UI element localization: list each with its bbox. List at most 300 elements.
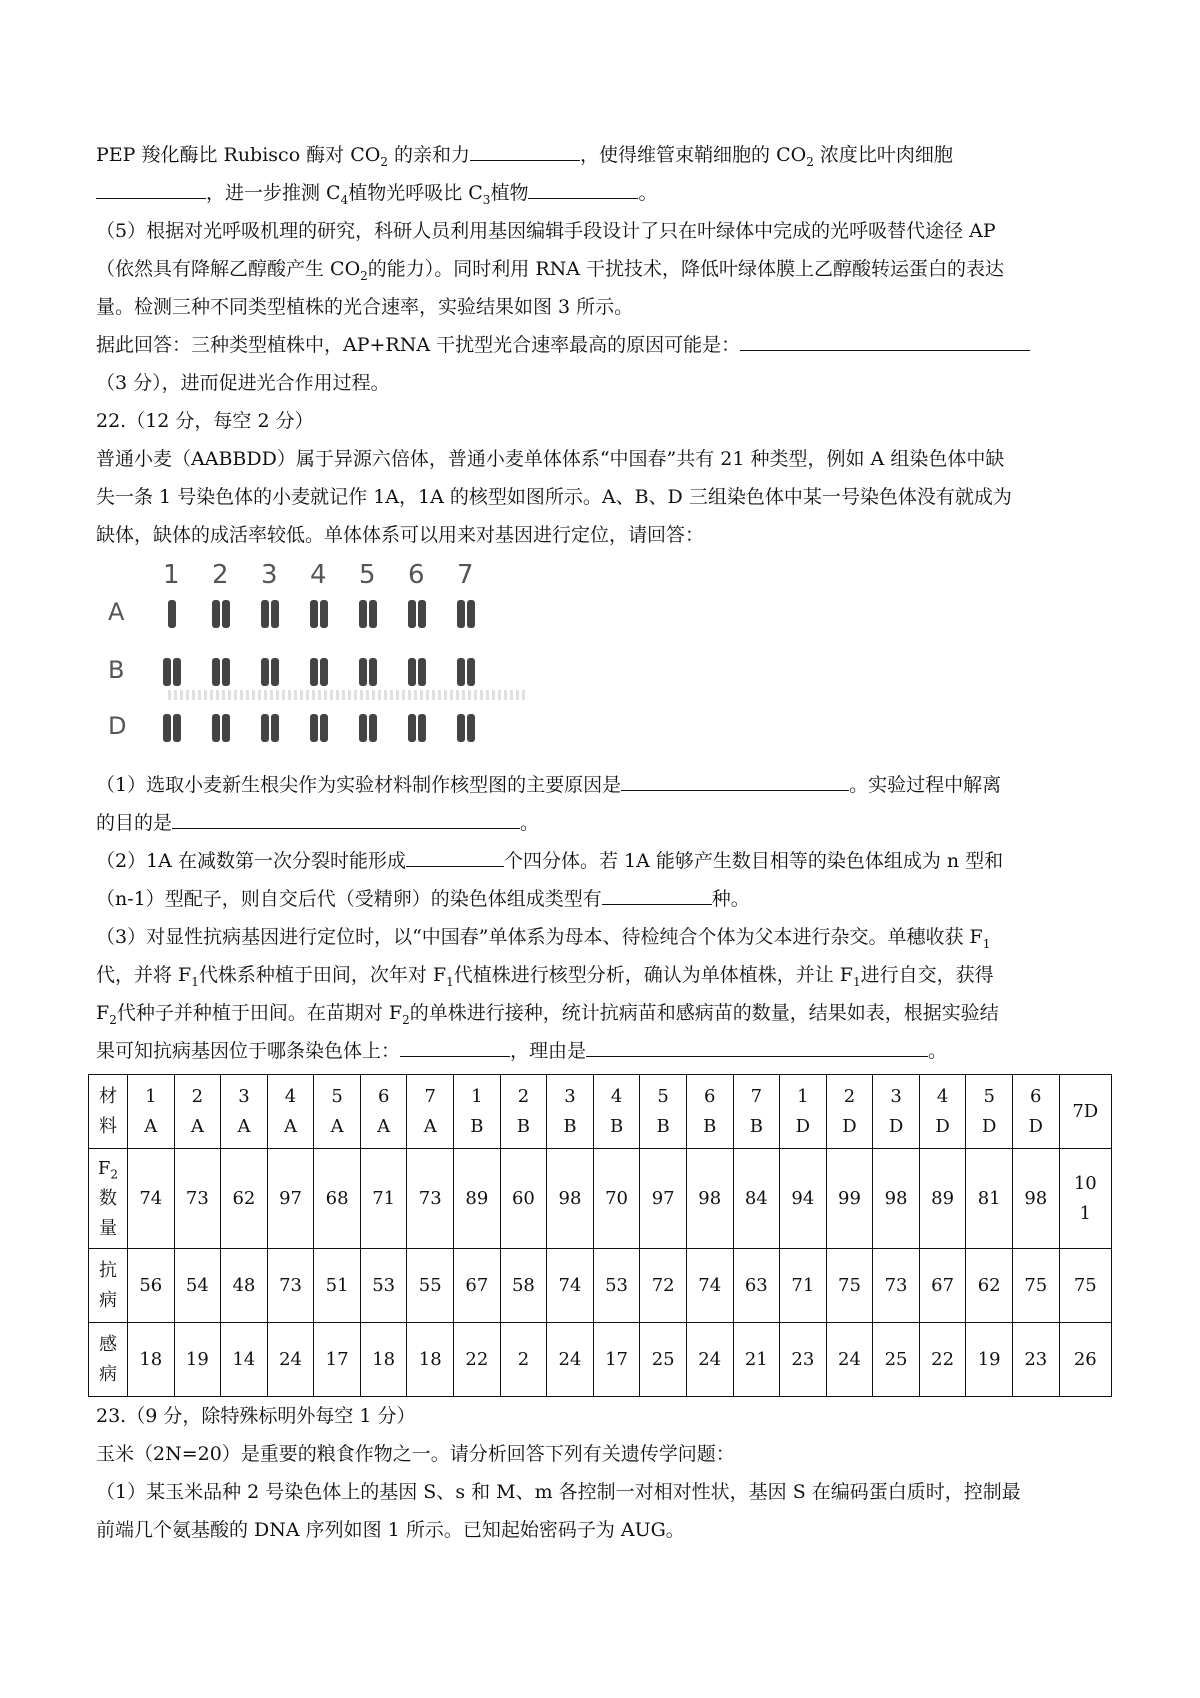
cell-text: 98 xyxy=(884,1187,908,1209)
cell-text: 73 xyxy=(884,1274,908,1296)
chromosome-pair xyxy=(357,600,379,628)
material-cell xyxy=(593,1075,640,1149)
genome-row-label: A xyxy=(108,598,125,626)
q23-1-line2: 前端几个氨基酸的 DNA 序列如图 1 所示。已知起始密码子为 AUG。 xyxy=(96,1519,685,1541)
f2-count-cell xyxy=(547,1149,594,1249)
cell-text: 74 xyxy=(558,1274,582,1296)
q22-intro-3: 缺体，缺体的成活率较低。单体体系可以用来对基因进行定位，请回答： xyxy=(96,524,705,546)
f2-count-cell xyxy=(780,1149,827,1249)
subscript: 1 xyxy=(446,974,454,989)
susceptible-cell xyxy=(221,1323,268,1397)
cell-text: D xyxy=(795,1115,811,1137)
cell-text: 18 xyxy=(139,1348,163,1370)
cell-text: 3 xyxy=(564,1085,576,1107)
f2-count-cell xyxy=(733,1149,780,1249)
chromosome-pair xyxy=(308,600,330,628)
subscript: 2 xyxy=(380,154,388,169)
f2-count-cell xyxy=(314,1149,361,1249)
cell-text: 23 xyxy=(791,1348,815,1370)
resistant-cell xyxy=(1059,1249,1111,1323)
text: PEP 羧化酶比 Rubisco 酶对 CO xyxy=(96,144,381,166)
f2-count-cell xyxy=(174,1149,221,1249)
f2-count-cell xyxy=(593,1149,640,1249)
cell-text: 98 xyxy=(558,1187,582,1209)
cell-text: D xyxy=(842,1115,857,1137)
chromosome-pair xyxy=(357,658,379,686)
resistant-cell xyxy=(221,1249,268,1323)
cell-text: 19 xyxy=(185,1348,209,1370)
cell-text: 18 xyxy=(372,1348,396,1370)
cell-text: 19 xyxy=(977,1348,1001,1370)
chromosome-pair xyxy=(455,600,477,628)
cell-text: D xyxy=(935,1115,950,1137)
text: 代植株进行核型分析，确认为单体植株，并让 F xyxy=(453,964,853,986)
material-cell xyxy=(500,1075,547,1149)
chromosome-number: 2 xyxy=(212,560,229,590)
subscript: 2 xyxy=(110,1167,119,1182)
q23-intro: 玉米（2N=20）是重要的粮食作物之一。请分析回答下列有关遗传学问题： xyxy=(96,1443,735,1465)
f2-count-cell xyxy=(454,1149,501,1249)
chromosome-pair xyxy=(406,600,428,628)
row-header-text: 抗 xyxy=(99,1259,117,1281)
text: （3）对显性抗病基因进行定位时，以“中国春”单体系为母本、待检纯合个体为父本进行杂交。单穗收获 F xyxy=(96,926,983,948)
cell-text: 89 xyxy=(931,1187,955,1209)
material-cell xyxy=(128,1075,175,1149)
chromosome-pair xyxy=(161,600,183,628)
resistant-cell xyxy=(686,1249,733,1323)
susceptible-cell xyxy=(593,1323,640,1397)
resistant-cell xyxy=(733,1249,780,1323)
cell-text: A xyxy=(144,1115,158,1137)
answer-blank[interactable] xyxy=(406,844,504,867)
q22-1-line1 xyxy=(96,766,1108,804)
cell-text: 94 xyxy=(791,1187,815,1209)
susceptible-cell xyxy=(966,1323,1013,1397)
material-cell xyxy=(873,1075,920,1149)
f2-count-cell xyxy=(500,1149,547,1249)
cell-text: 1 xyxy=(1079,1202,1091,1224)
chromosome-pair xyxy=(210,600,232,628)
cell-text: 5 xyxy=(657,1085,669,1107)
answer-blank[interactable] xyxy=(602,882,712,905)
material-cell xyxy=(174,1075,221,1149)
susceptible-cell xyxy=(1012,1323,1059,1397)
text: 。 xyxy=(520,812,540,834)
cell-text: 21 xyxy=(744,1348,768,1370)
cell-text: A xyxy=(190,1115,204,1137)
cell-text: 22 xyxy=(931,1348,955,1370)
chromosome-pair xyxy=(357,714,379,742)
f2-count-cell xyxy=(919,1149,966,1249)
text: （依然具有降解乙醇酸产生 CO xyxy=(96,258,361,280)
q22-2-line2 xyxy=(96,880,1108,918)
q22-3-line4 xyxy=(96,1032,1108,1070)
q21-5-line5: （3 分），进而促进光合作用过程。 xyxy=(96,372,390,394)
table-row xyxy=(89,1149,1112,1249)
answer-blank[interactable] xyxy=(740,328,1030,351)
cell-text: 74 xyxy=(139,1187,163,1209)
text: 种。 xyxy=(711,888,750,910)
text: 的能力）。同时利用 RNA 干扰技术，降低叶绿体膜上乙醇酸转运蛋白的表达 xyxy=(367,258,1005,280)
cell-text: 75 xyxy=(1073,1274,1097,1296)
cell-text: 89 xyxy=(465,1187,489,1209)
cell-text: D xyxy=(1028,1115,1043,1137)
f2-count-cell xyxy=(1059,1149,1111,1249)
chromosome-number: 7 xyxy=(457,560,474,590)
cell-text: 97 xyxy=(651,1187,675,1209)
answer-blank[interactable] xyxy=(586,1034,928,1057)
text: 。 xyxy=(638,182,658,204)
chromosome-pair xyxy=(259,714,281,742)
text: （2）1A 在减数第一次分裂时能形成 xyxy=(96,850,406,872)
cell-text: D xyxy=(888,1115,904,1137)
row-header-text: 病 xyxy=(99,1363,117,1385)
text: （1）选取小麦新生根尖作为实验材料制作核型图的主要原因是 xyxy=(96,774,622,796)
cell-text: 73 xyxy=(185,1187,209,1209)
f2-count-cell xyxy=(686,1149,733,1249)
figure-noise xyxy=(168,690,528,700)
cell-text: 4 xyxy=(610,1085,623,1107)
cell-text: 10 xyxy=(1073,1172,1097,1194)
susceptible-cell xyxy=(267,1323,314,1397)
susceptible-cell xyxy=(174,1323,221,1397)
chromosome-number: 3 xyxy=(261,560,278,590)
q22-3-line2 xyxy=(96,956,1108,994)
subscript: 2 xyxy=(360,268,368,283)
susceptible-cell xyxy=(686,1323,733,1397)
text: 代株系种植于田间，次年对 F xyxy=(198,964,447,986)
cell-text: 18 xyxy=(418,1348,442,1370)
cell-text: 51 xyxy=(325,1274,349,1296)
cell-text: 4 xyxy=(284,1085,297,1107)
susceptible-cell xyxy=(360,1323,407,1397)
f2-count-cell xyxy=(128,1149,175,1249)
subscript: 1 xyxy=(191,974,199,989)
chromosome-pair xyxy=(210,714,232,742)
text: 植物光呼吸比 C xyxy=(348,182,483,204)
susceptible-cell xyxy=(1059,1323,1111,1397)
cell-text: 56 xyxy=(139,1274,163,1296)
resistant-cell xyxy=(640,1249,687,1323)
subscript: 2 xyxy=(806,154,814,169)
chromosome-pair xyxy=(308,714,330,742)
q22-heading: 22.（12 分，每空 2 分） xyxy=(96,410,314,432)
cell-text: 67 xyxy=(465,1274,489,1296)
cell-text: A xyxy=(284,1115,298,1137)
cell-text: 99 xyxy=(838,1187,861,1209)
susceptible-cell xyxy=(128,1323,175,1397)
cell-text: 62 xyxy=(977,1274,1001,1296)
answer-blank[interactable] xyxy=(470,138,580,161)
material-cell xyxy=(733,1075,780,1149)
text: 果可知抗病基因位于哪条染色体上： xyxy=(96,1040,401,1062)
cell-text: B xyxy=(516,1115,531,1137)
susceptible-cell xyxy=(640,1323,687,1397)
susceptible-cell xyxy=(826,1323,873,1397)
cell-text: B xyxy=(609,1115,624,1137)
cell-text: 53 xyxy=(605,1274,629,1296)
exam-page xyxy=(96,136,1108,1549)
cell-text: 3 xyxy=(238,1085,250,1107)
cell-text: A xyxy=(423,1115,437,1137)
row-header-text: 感 xyxy=(99,1333,117,1355)
cell-text: 58 xyxy=(511,1274,535,1296)
cell-text: 98 xyxy=(698,1187,722,1209)
cell-text: 48 xyxy=(232,1274,256,1296)
material-cell xyxy=(360,1075,407,1149)
resistant-cell xyxy=(826,1249,873,1323)
material-cell xyxy=(686,1075,733,1149)
f2-count-cell xyxy=(360,1149,407,1249)
cell-text: A xyxy=(330,1115,344,1137)
cell-text: 7 xyxy=(424,1085,436,1107)
chromosome-pair xyxy=(455,658,477,686)
cell-text: 2 xyxy=(191,1085,204,1107)
cell-text: 4 xyxy=(936,1085,949,1107)
material-cell xyxy=(826,1075,873,1149)
cell-text: 63 xyxy=(744,1274,768,1296)
susceptible-cell xyxy=(780,1323,827,1397)
resistant-cell xyxy=(500,1249,547,1323)
resistant-cell xyxy=(454,1249,501,1323)
f2-count-cell xyxy=(407,1149,454,1249)
cell-text: 73 xyxy=(279,1274,302,1296)
q22-intro-2: 失一条 1 号染色体的小麦就记作 1A，1A 的核型如图所示。A、B、D 三组染色体中某一号染色体没有就成为 xyxy=(96,486,1012,508)
resistant-cell xyxy=(547,1249,594,1323)
table-row xyxy=(89,1075,1112,1149)
chromosome-pair xyxy=(259,658,281,686)
chromosome-pair xyxy=(308,658,330,686)
chromosome-pair xyxy=(161,714,183,742)
susceptible-cell xyxy=(454,1323,501,1397)
resistant-cell xyxy=(966,1249,1013,1323)
material-cell xyxy=(966,1075,1013,1149)
cell-text: 7 xyxy=(750,1085,763,1107)
subscript: 3 xyxy=(482,192,491,207)
cell-text: 2 xyxy=(517,1348,530,1370)
material-cell xyxy=(454,1075,501,1149)
cell-text: B xyxy=(703,1115,717,1137)
table-row xyxy=(89,1249,1112,1323)
q22-1-line2 xyxy=(96,804,1108,842)
material-cell xyxy=(547,1075,594,1149)
chromosome-pair xyxy=(455,714,477,742)
cell-text: 6 xyxy=(377,1085,390,1107)
cell-text: 74 xyxy=(698,1274,722,1296)
cell-text: B xyxy=(563,1115,577,1137)
resistant-cell xyxy=(593,1249,640,1323)
row-header-text: 量 xyxy=(99,1217,117,1239)
cell-text: 98 xyxy=(1024,1187,1048,1209)
cell-text: 3 xyxy=(890,1085,902,1107)
q21-5-line2 xyxy=(96,250,1108,288)
q21-5-line3: 量。检测三种不同类型植株的光合速率，实验结果如图 3 所示。 xyxy=(96,296,634,318)
q21-5-line4 xyxy=(96,326,1108,364)
text: 植物 xyxy=(490,182,529,204)
q22-3-line1 xyxy=(96,918,1108,956)
cell-text: 7D xyxy=(1072,1100,1099,1122)
susceptible-cell xyxy=(873,1323,920,1397)
subscript: 2 xyxy=(109,1012,117,1027)
resistant-cell xyxy=(128,1249,175,1323)
cell-text: 67 xyxy=(931,1274,955,1296)
genome-row-label: B xyxy=(108,656,125,684)
text: （n-1）型配子，则自交后代（受精卵）的染色体组成类型有 xyxy=(96,888,602,910)
cell-text: 68 xyxy=(325,1187,349,1209)
chromosome-pair xyxy=(210,658,232,686)
cell-text: 17 xyxy=(605,1348,629,1370)
text: 代种子并种植于田间。在苗期对 F xyxy=(116,1002,403,1024)
text: 。实验过程中解离 xyxy=(849,774,1002,796)
resistant-cell xyxy=(174,1249,221,1323)
cell-text: 81 xyxy=(977,1187,1001,1209)
cell-text: 26 xyxy=(1073,1348,1097,1370)
text: 代，并将 F xyxy=(96,964,192,986)
susceptible-cell xyxy=(407,1323,454,1397)
text: 的单株进行接种，统计抗病苗和感病苗的数量，结果如表，根据实验结 xyxy=(409,1002,999,1024)
susceptible-cell xyxy=(314,1323,361,1397)
q23-1-line1: （1）某玉米品种 2 号染色体上的基因 S、s 和 M、m 各控制一对相对性状，基因 S 在编码蛋白质时，控制最 xyxy=(96,1481,1021,1503)
text: 浓度比叶肉细胞 xyxy=(819,144,953,166)
row-header-text: 材 xyxy=(99,1085,117,1107)
cell-text: 71 xyxy=(372,1187,396,1209)
text: ，理由是 xyxy=(510,1040,587,1062)
q21-5-line1: （5）根据对光呼吸机理的研究，科研人员利用基因编辑手段设计了只在叶绿体中完成的光呼吸替代途径 AP xyxy=(96,220,996,242)
cell-text: 97 xyxy=(279,1187,302,1209)
answer-blank[interactable] xyxy=(621,768,849,791)
cell-text: 25 xyxy=(884,1348,908,1370)
text: 。 xyxy=(928,1040,948,1062)
text: ，使得维管束鞘细胞的 CO xyxy=(580,144,807,166)
table-row xyxy=(89,1323,1112,1397)
resistant-cell xyxy=(1012,1249,1059,1323)
f2-count-cell xyxy=(640,1149,687,1249)
material-cell xyxy=(407,1075,454,1149)
chromosome-number: 6 xyxy=(408,560,425,590)
subscript: 4 xyxy=(340,192,349,207)
text: 进行自交，获得 xyxy=(860,964,994,986)
q21-line1 xyxy=(96,136,1108,174)
susceptible-cell xyxy=(733,1323,780,1397)
cell-text: 62 xyxy=(232,1187,256,1209)
text: ，进一步推测 C xyxy=(206,182,341,204)
karyotype-figure xyxy=(108,560,528,760)
cell-text: 84 xyxy=(744,1187,768,1209)
subscript: 1 xyxy=(852,974,861,989)
text: 的亲和力 xyxy=(394,144,471,166)
material-cell xyxy=(780,1075,827,1149)
cell-text: A xyxy=(377,1115,391,1137)
cell-text: 73 xyxy=(418,1187,442,1209)
cell-text: B xyxy=(470,1115,484,1137)
material-cell xyxy=(640,1075,687,1149)
q22-2-line1 xyxy=(96,842,1108,880)
cell-text: 5 xyxy=(331,1085,343,1107)
resistant-cell xyxy=(360,1249,407,1323)
cell-text: 75 xyxy=(838,1274,861,1296)
resistant-cell xyxy=(873,1249,920,1323)
chromosome-pair xyxy=(259,600,281,628)
text: 个四分体。若 1A 能够产生数目相等的染色体组成为 n 型和 xyxy=(503,850,1004,872)
resistant-cell xyxy=(407,1249,454,1323)
row-header-text: 病 xyxy=(99,1289,117,1311)
cell-text: 1 xyxy=(471,1085,483,1107)
cell-text: 25 xyxy=(651,1348,675,1370)
cell-text: 70 xyxy=(605,1187,629,1209)
f2-count-cell xyxy=(966,1149,1013,1249)
cell-text: 60 xyxy=(511,1187,535,1209)
q21-line2 xyxy=(96,174,1108,212)
cell-text: B xyxy=(749,1115,763,1137)
row-header xyxy=(89,1323,128,1397)
material-cell xyxy=(919,1075,966,1149)
row-header xyxy=(89,1075,128,1149)
text: 据此回答：三种类型植株中，AP+RNA 干扰型光合速率最高的原因可能是： xyxy=(96,334,741,356)
genome-row-label: D xyxy=(108,712,127,740)
f2-count-cell xyxy=(221,1149,268,1249)
resistant-cell xyxy=(314,1249,361,1323)
material-cell xyxy=(221,1075,268,1149)
cell-text: 1 xyxy=(145,1085,157,1107)
answer-blank[interactable] xyxy=(172,806,520,829)
resistant-cell xyxy=(267,1249,314,1323)
cell-text: 55 xyxy=(418,1274,442,1296)
cell-text: A xyxy=(237,1115,251,1137)
cell-text: 24 xyxy=(279,1348,302,1370)
cell-text: 24 xyxy=(838,1348,861,1370)
answer-blank[interactable] xyxy=(400,1034,510,1057)
cell-text: 22 xyxy=(465,1348,489,1370)
answer-blank[interactable] xyxy=(96,176,206,199)
cell-text: 5 xyxy=(983,1085,995,1107)
f2-count-cell xyxy=(826,1149,873,1249)
resistant-cell xyxy=(919,1249,966,1323)
chromosome-pair xyxy=(406,714,428,742)
f2-count-cell xyxy=(267,1149,314,1249)
cell-text: 71 xyxy=(791,1274,815,1296)
answer-blank[interactable] xyxy=(528,176,638,199)
row-header-text: 料 xyxy=(99,1115,117,1137)
cell-text: 23 xyxy=(1024,1348,1048,1370)
cell-text: 53 xyxy=(372,1274,396,1296)
chromosome-pair xyxy=(161,658,183,686)
results-table xyxy=(88,1074,1112,1397)
cell-text: 17 xyxy=(325,1348,349,1370)
chromosome-number: 1 xyxy=(163,560,180,590)
cell-text: 54 xyxy=(185,1274,209,1296)
f2-count-cell xyxy=(1012,1149,1059,1249)
subscript: 1 xyxy=(982,936,991,951)
q23-heading: 23.（9 分，除特殊标明外每空 1 分） xyxy=(96,1405,416,1427)
cell-text: 75 xyxy=(1024,1274,1048,1296)
q22-intro-1: 普通小麦（AABBDD）属于异源六倍体，普通小麦单体体系“中国春”共有 21 种类型，例如 A 组染色体中缺 xyxy=(96,448,1005,470)
susceptible-cell xyxy=(500,1323,547,1397)
cell-text: 6 xyxy=(1030,1085,1042,1107)
chromosome-number: 5 xyxy=(359,560,376,590)
cell-text: 24 xyxy=(698,1348,722,1370)
text: F xyxy=(96,1002,110,1024)
cell-text: 14 xyxy=(232,1348,256,1370)
material-cell xyxy=(267,1075,314,1149)
chromosome-pair xyxy=(406,658,428,686)
cell-text: B xyxy=(656,1115,670,1137)
row-header xyxy=(89,1149,128,1249)
material-cell xyxy=(314,1075,361,1149)
row-header-text: $F_2$ xyxy=(97,1157,119,1182)
subscript: 2 xyxy=(402,1012,410,1027)
cell-text: 2 xyxy=(517,1085,530,1107)
cell-text: 72 xyxy=(651,1274,675,1296)
